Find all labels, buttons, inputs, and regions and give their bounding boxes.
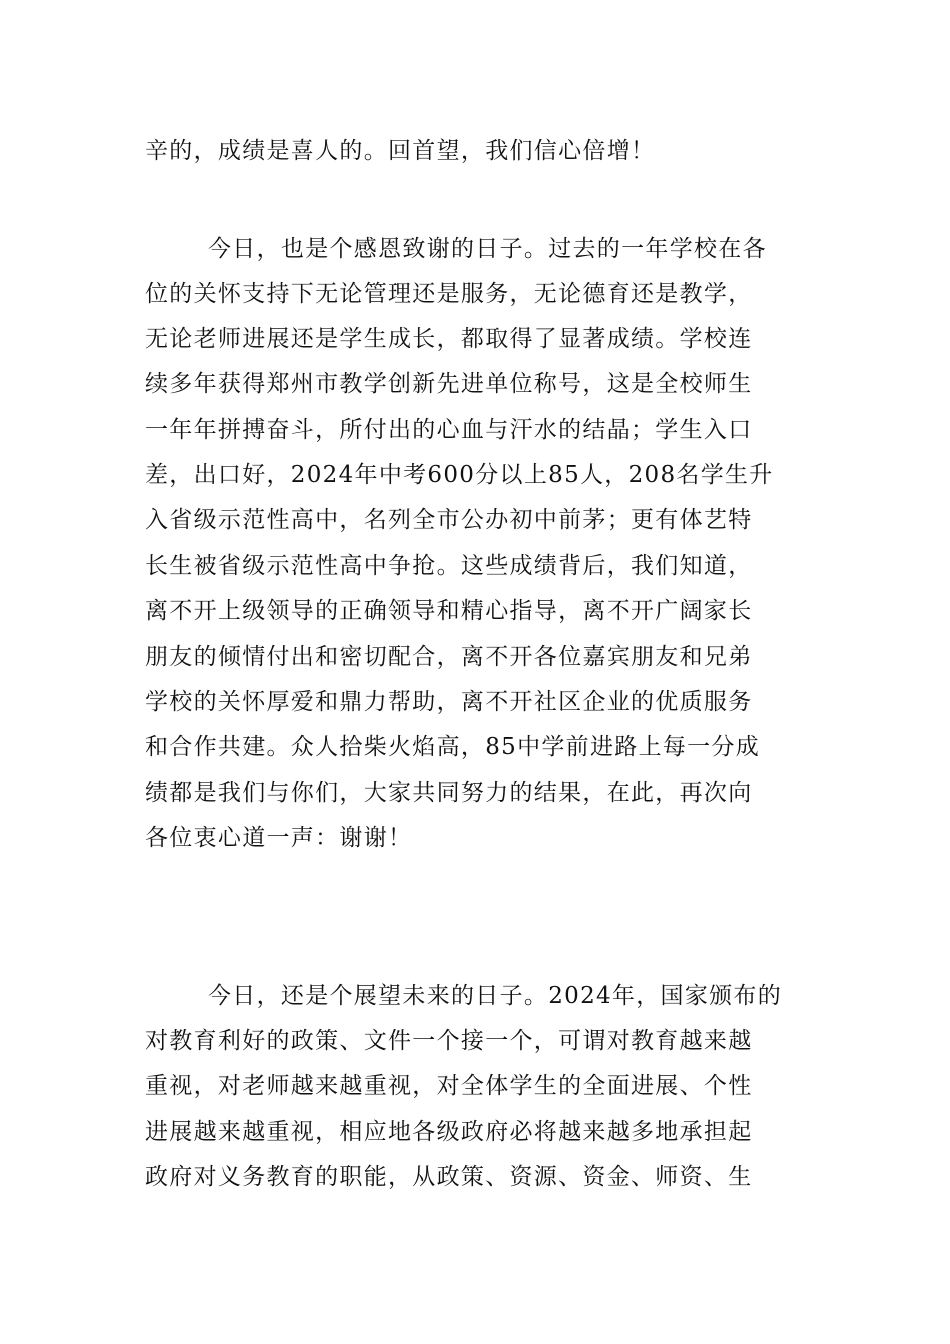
text-line: 辛的，成绩是喜人的。回首望，我们信心倍增！ (145, 138, 656, 164)
text-line: 今日，还是个展望未来的日子。2024年，国家颁布的 (208, 983, 783, 1009)
text-line: 入省级示范性高中，名列全市公办初中前茅；更有体艺特 (145, 507, 753, 533)
text-line: 一年年拼搏奋斗，所付出的心血与汗水的结晶；学生入口 (145, 417, 753, 443)
text-line: 差，出口好，2024年中考600分以上85人，208名学生升 (145, 462, 774, 488)
text-line: 各位衷心道一声：谢谢！ (145, 825, 413, 851)
text-line: 绩都是我们与你们，大家共同努力的结果，在此，再次向 (145, 780, 753, 806)
text-line: 对教育利好的政策、文件一个接一个，可谓对教育越来越 (145, 1028, 753, 1054)
text-line: 无论老师进展还是学生成长，都取得了显著成绩。学校连 (145, 326, 753, 352)
text-line: 重视，对老师越来越重视，对全体学生的全面进展、个性 (145, 1073, 753, 1099)
text-line: 政府对义务教育的职能，从政策、资源、资金、师资、生 (145, 1164, 753, 1190)
text-line (145, 863, 815, 903)
text-line: 今日，也是个感恩致谢的日子。过去的一年学校在各 (208, 236, 767, 262)
text-line: 长生被省级示范性高中争抢。这些成绩背后，我们知道， (145, 553, 753, 579)
text-line: 和合作共建。众人拾柴火焰高，85中学前进路上每一分成 (145, 734, 761, 760)
text-line: 离不开上级领导的正确领导和精心指导，离不开广阔家长 (145, 598, 753, 624)
text-line: 朋友的倾情付出和密切配合，离不开各位嘉宾朋友和兄弟 (145, 644, 753, 670)
text-line: 学校的关怀厚爱和鼎力帮助，离不开社区企业的优质服务 (145, 689, 753, 715)
text-line: 进展越来越重视，相应地各级政府必将越来越多地承担起 (145, 1119, 753, 1145)
text-line: 续多年获得郑州市教学创新先进单位称号，这是全校师生 (145, 371, 753, 397)
text-line: 位的关怀支持下无论管理还是服务，无论德育还是教学， (145, 281, 753, 307)
